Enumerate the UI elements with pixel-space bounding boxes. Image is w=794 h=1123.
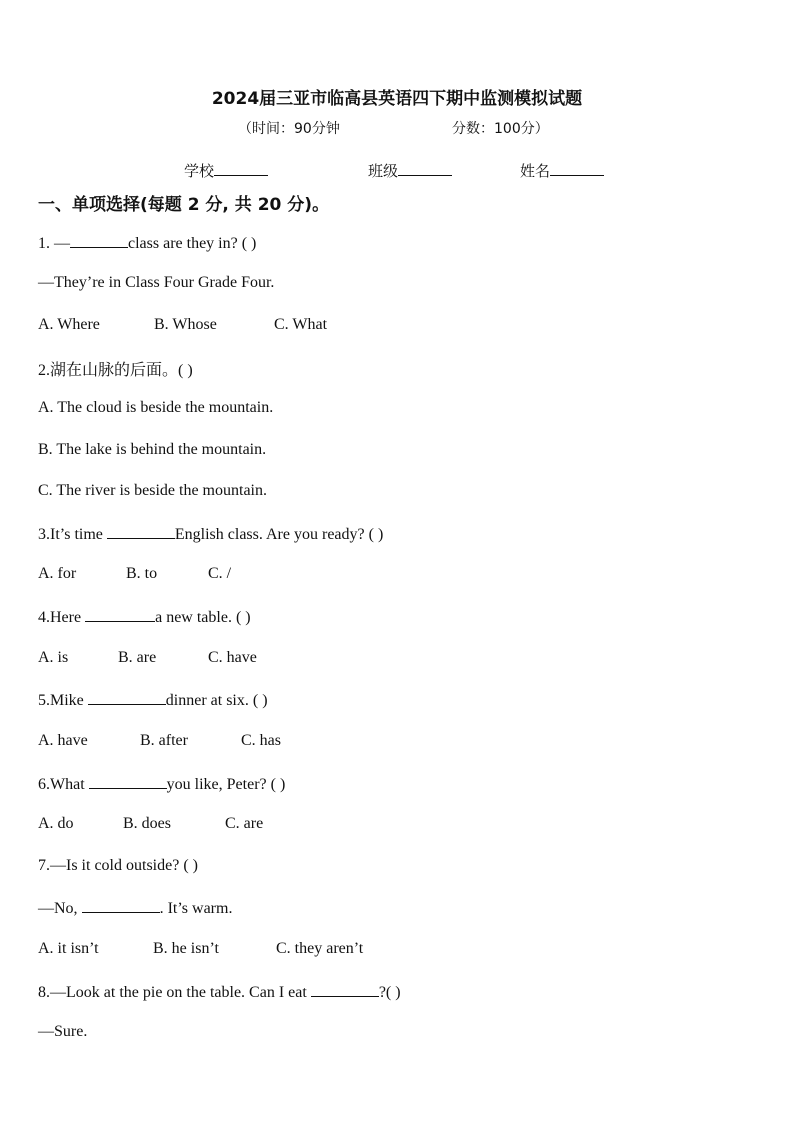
time-info: （时间：90分钟	[238, 121, 340, 137]
question-1-response: —They’re in Class Four Grade Four.	[38, 274, 275, 291]
answer-blank[interactable]	[82, 898, 160, 913]
option-a[interactable]: A. The cloud is beside the mountain.	[38, 399, 274, 416]
school-field[interactable]	[184, 160, 268, 181]
question-7-response-suffix: . It’s warm.	[159, 900, 233, 917]
option-c[interactable]: C. The river is beside the mountain.	[38, 482, 267, 499]
question-6	[38, 774, 285, 794]
question-3-prefix: 3.It’s time	[38, 526, 107, 543]
question-3-options	[38, 565, 231, 583]
answer-blank[interactable]	[85, 607, 155, 622]
question-5	[38, 690, 268, 710]
question-1-options	[38, 316, 327, 334]
class-label: 班级	[368, 162, 399, 180]
answer-blank[interactable]	[107, 524, 175, 539]
option-b[interactable]: B. he isn’t	[153, 940, 219, 957]
answer-blank[interactable]	[89, 774, 167, 789]
name-blank[interactable]	[550, 161, 604, 176]
question-5-prefix: 5.Mike	[38, 692, 88, 709]
question-1-prefix: 1. —	[38, 235, 70, 252]
question-5-options	[38, 732, 281, 750]
option-a[interactable]: A. is	[38, 649, 69, 666]
question-3-suffix: English class. Are you ready? ( )	[174, 526, 384, 543]
option-b[interactable]: B. The lake is behind the mountain.	[38, 441, 267, 458]
question-4	[38, 607, 251, 627]
option-b[interactable]: B. after	[140, 732, 188, 749]
question-7-options	[38, 940, 363, 958]
question-4-prefix: 4.Here	[38, 609, 86, 626]
question-7-response-prefix: —No,	[38, 900, 82, 917]
option-a[interactable]: A. Where	[38, 316, 100, 333]
option-c[interactable]: C. What	[274, 316, 328, 333]
option-b[interactable]: B. does	[123, 815, 171, 832]
question-1-suffix: class are they in? ( )	[128, 235, 257, 252]
school-label: 学校	[184, 162, 215, 180]
class-field[interactable]	[368, 160, 452, 181]
option-c[interactable]: C. they aren’t	[276, 940, 364, 957]
question-5-suffix: dinner at six. ( )	[165, 692, 268, 709]
question-7: 7.—Is it cold outside? ( )	[38, 857, 198, 874]
question-4-suffix: a new table. ( )	[155, 609, 251, 626]
question-3	[38, 524, 383, 544]
option-c[interactable]: C. has	[241, 732, 281, 749]
school-blank[interactable]	[214, 161, 268, 176]
question-2: 2.湖在山脉的后面。( )	[38, 362, 193, 379]
question-1	[38, 233, 256, 253]
question-8-prefix: 8.—Look at the pie on the table. Can I eat	[38, 984, 311, 1001]
class-blank[interactable]	[398, 161, 452, 176]
option-a[interactable]: A. it isn’t	[38, 940, 99, 957]
question-8-response: —Sure.	[38, 1023, 88, 1040]
question-4-options	[38, 649, 257, 667]
option-b[interactable]: B. Whose	[154, 316, 217, 333]
name-label: 姓名	[520, 162, 551, 180]
option-a[interactable]: A. do	[38, 815, 74, 832]
option-b[interactable]: B. to	[126, 565, 158, 582]
question-6-suffix: you like, Peter? ( )	[166, 776, 286, 793]
score-info: 分数：100分）	[452, 121, 549, 137]
name-field[interactable]	[520, 160, 604, 181]
section-heading: 一、单项选择(每题 2 分, 共 20 分)。	[38, 195, 330, 215]
answer-blank[interactable]	[88, 690, 166, 705]
question-7-response	[38, 898, 232, 918]
option-b[interactable]: B. are	[118, 649, 157, 666]
option-c[interactable]: C. /	[208, 565, 232, 582]
question-8-suffix: ?( )	[378, 984, 401, 1001]
question-6-prefix: 6.What	[38, 776, 89, 793]
question-8	[38, 982, 401, 1002]
answer-blank[interactable]	[70, 233, 128, 248]
question-6-options	[38, 815, 263, 833]
option-c[interactable]: C. are	[225, 815, 264, 832]
option-a[interactable]: A. have	[38, 732, 88, 749]
option-a[interactable]: A. for	[38, 565, 77, 582]
page-title: 2024届三亚市临高县英语四下期中监测模拟试题	[211, 89, 583, 109]
answer-blank[interactable]	[311, 982, 379, 997]
option-c[interactable]: C. have	[208, 649, 257, 666]
